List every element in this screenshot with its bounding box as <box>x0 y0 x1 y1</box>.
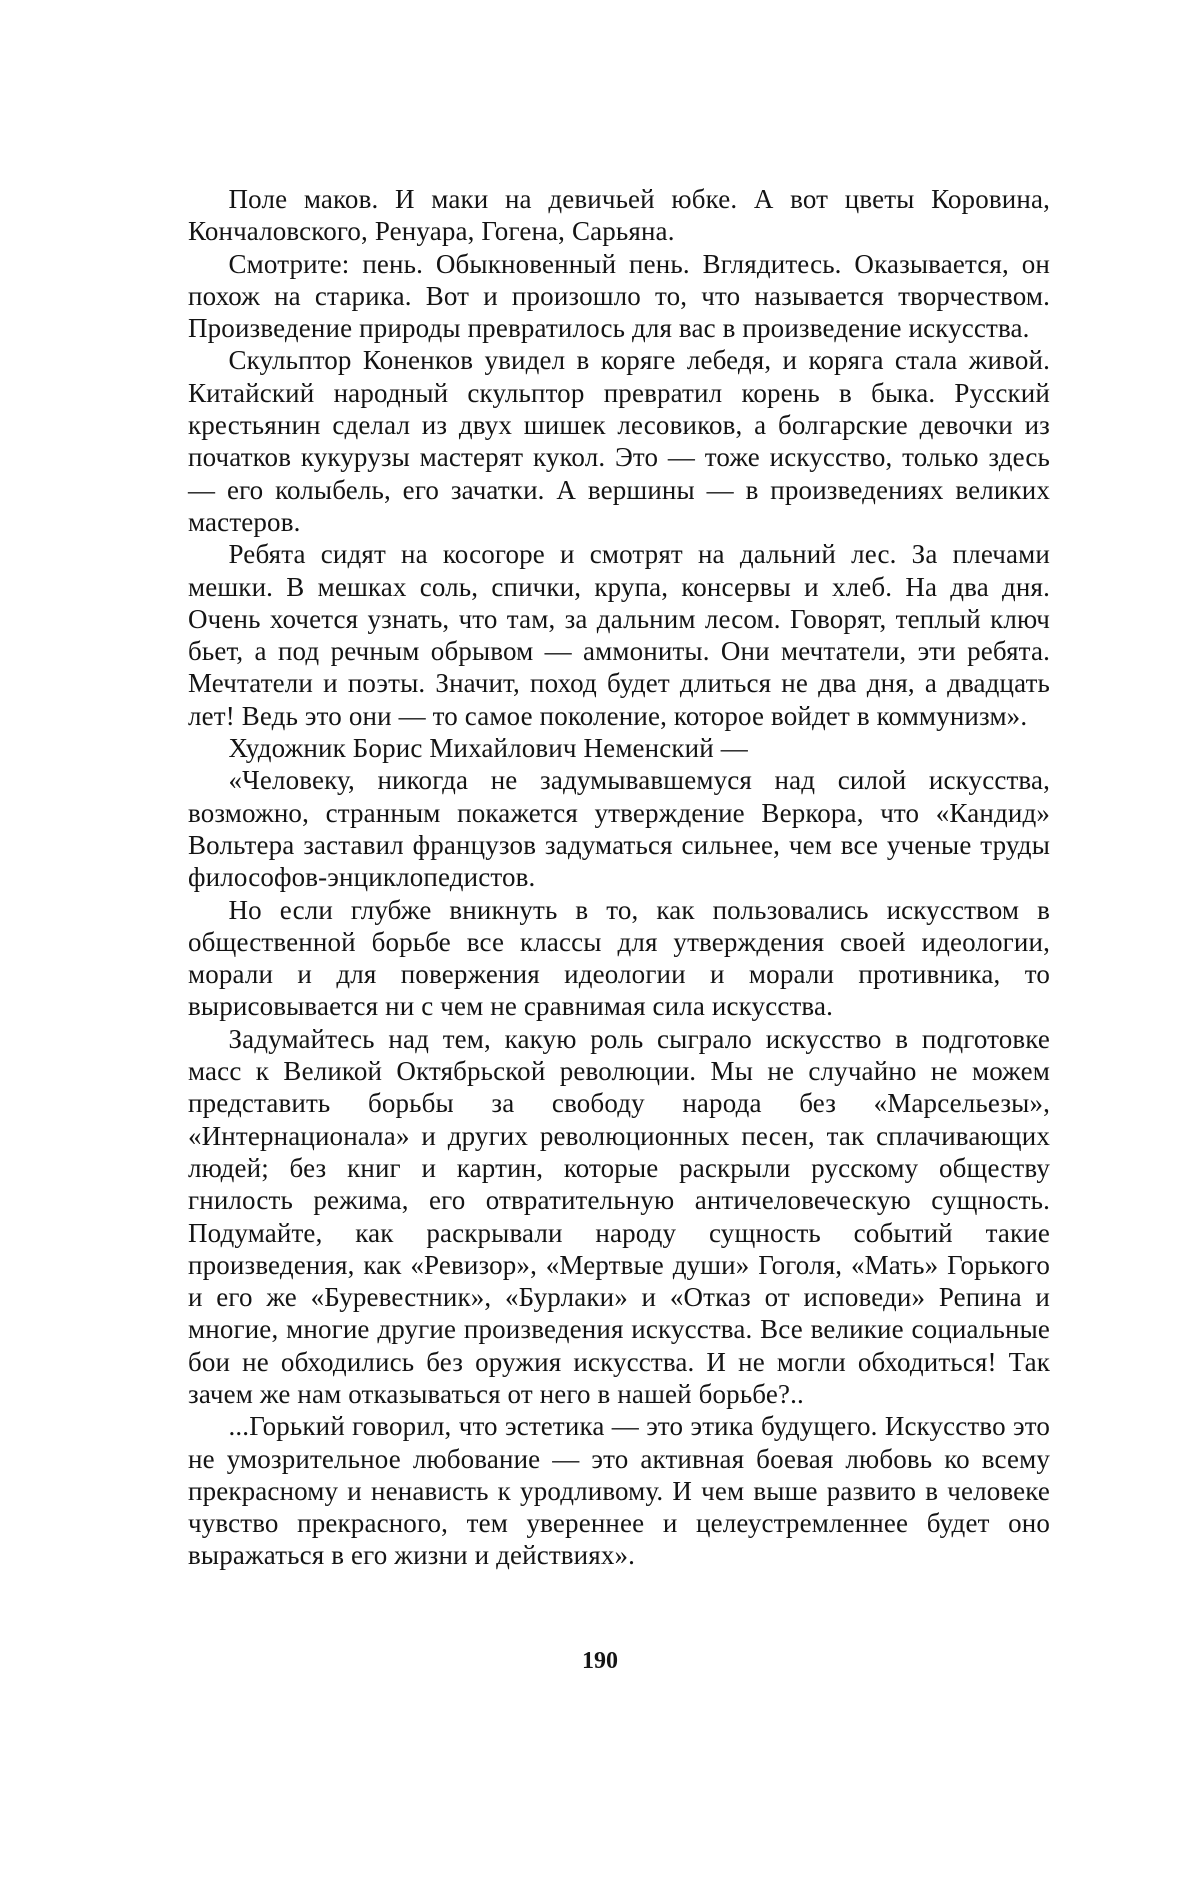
paragraph-5: Художник Борис Михайлович Неменский — <box>228 733 748 764</box>
body-text <box>188 183 1050 1572</box>
paragraph-8: Задумайтесь над тем, какую роль сыграло искусство в подготовке масс к Великой Октябрьской революции. Мы не случайно не можем представить борьбы за свободу народа без «Марсельезы», «Интернационала» и других революционных песен, так сплачивающих людей; без книг и картин, которые раскрыли русскому обществу гнилость режима, его отвратительную античеловеческую сущность. Подумайте, как раскрывали народу сущность событий такие произведения, как «Ревизор», «Мертвые души» Гоголя, «Мать» Горького и его же «Буревестник», «Бурлаки» и «Отказ от исповеди» Репина и многие, многие другие произведения искусства. Все великие социальные бои не обходились без оружия искусства. И не могли обходиться! Так зачем же нам отказываться от него в нашей борьбе?.. <box>188 1023 1050 1409</box>
page-number: 190 <box>582 1648 618 1674</box>
paragraph-7: Но если глубже вникнуть в то, как пользовались искусством в общественной борьбе все классы для утверждения своей идеологии, морали и для повержения идеологии и морали противника, то вырисовывается ни с чем не сравнимая сила искусства. <box>188 894 1050 1022</box>
paragraph-2: Смотрите: пень. Обыкновенный пень. Вглядитесь. Оказывается, он похож на старика. Вот и произошло то, что называется творчеством. Произведение природы превратилось для вас в произведение искусства. <box>188 248 1050 344</box>
paragraph-1: Поле маков. И маки на девичьей юбке. А вот цветы Коровина, Кончаловского, Ренуара, Гогена, Сарьяна. <box>188 184 1050 247</box>
paragraph-6: «Человеку, никогда не задумывавшемуся над силой искусства, возможно, странным покажется утверждение Веркора, что «Кандид» Вольтера заставил французов задуматься сильнее, чем все ученые труды философов-энциклопедистов. <box>188 765 1050 893</box>
paragraph-3: Скульптор Коненков увидел в коряге лебедя, и коряга стала живой. Китайский народный скульптор превратил корень в быка. Русский крестьянин сделал из двух шишек лесовиков, а болгарские девочки из початков кукурузы мастерят кукол. Это — тоже искусство, только здесь — его колыбель, его зачатки. А вершины — в произведениях великих мастеров. <box>188 345 1050 537</box>
paragraph-9: ...Горький говорил, что эстетика — это этика будущего. Искусство это не умозрительное любование — это активная боевая любовь ко всему прекрасному и ненависть к уродливому. И чем выше развито в человеке чувство прекрасного, тем увереннее и целеустремленнее будет оно выражаться в его жизни и действиях». <box>188 1411 1050 1571</box>
paragraph-4: Ребята сидят на косогоре и смотрят на дальний лес. За плечами мешки. В мешках соль, спички, крупа, консервы и хлеб. На два дня. Очень хочется узнать, что там, за дальним лесом. Говорят, теплый ключ бьет, а под речным обрывом — аммониты. Они мечтатели, эти ребята. Мечтатели и поэты. Значит, поход будет длиться не два дня, а двадцать лет! Ведь это они — то самое поколение, которое войдет в коммунизм». <box>188 539 1050 731</box>
